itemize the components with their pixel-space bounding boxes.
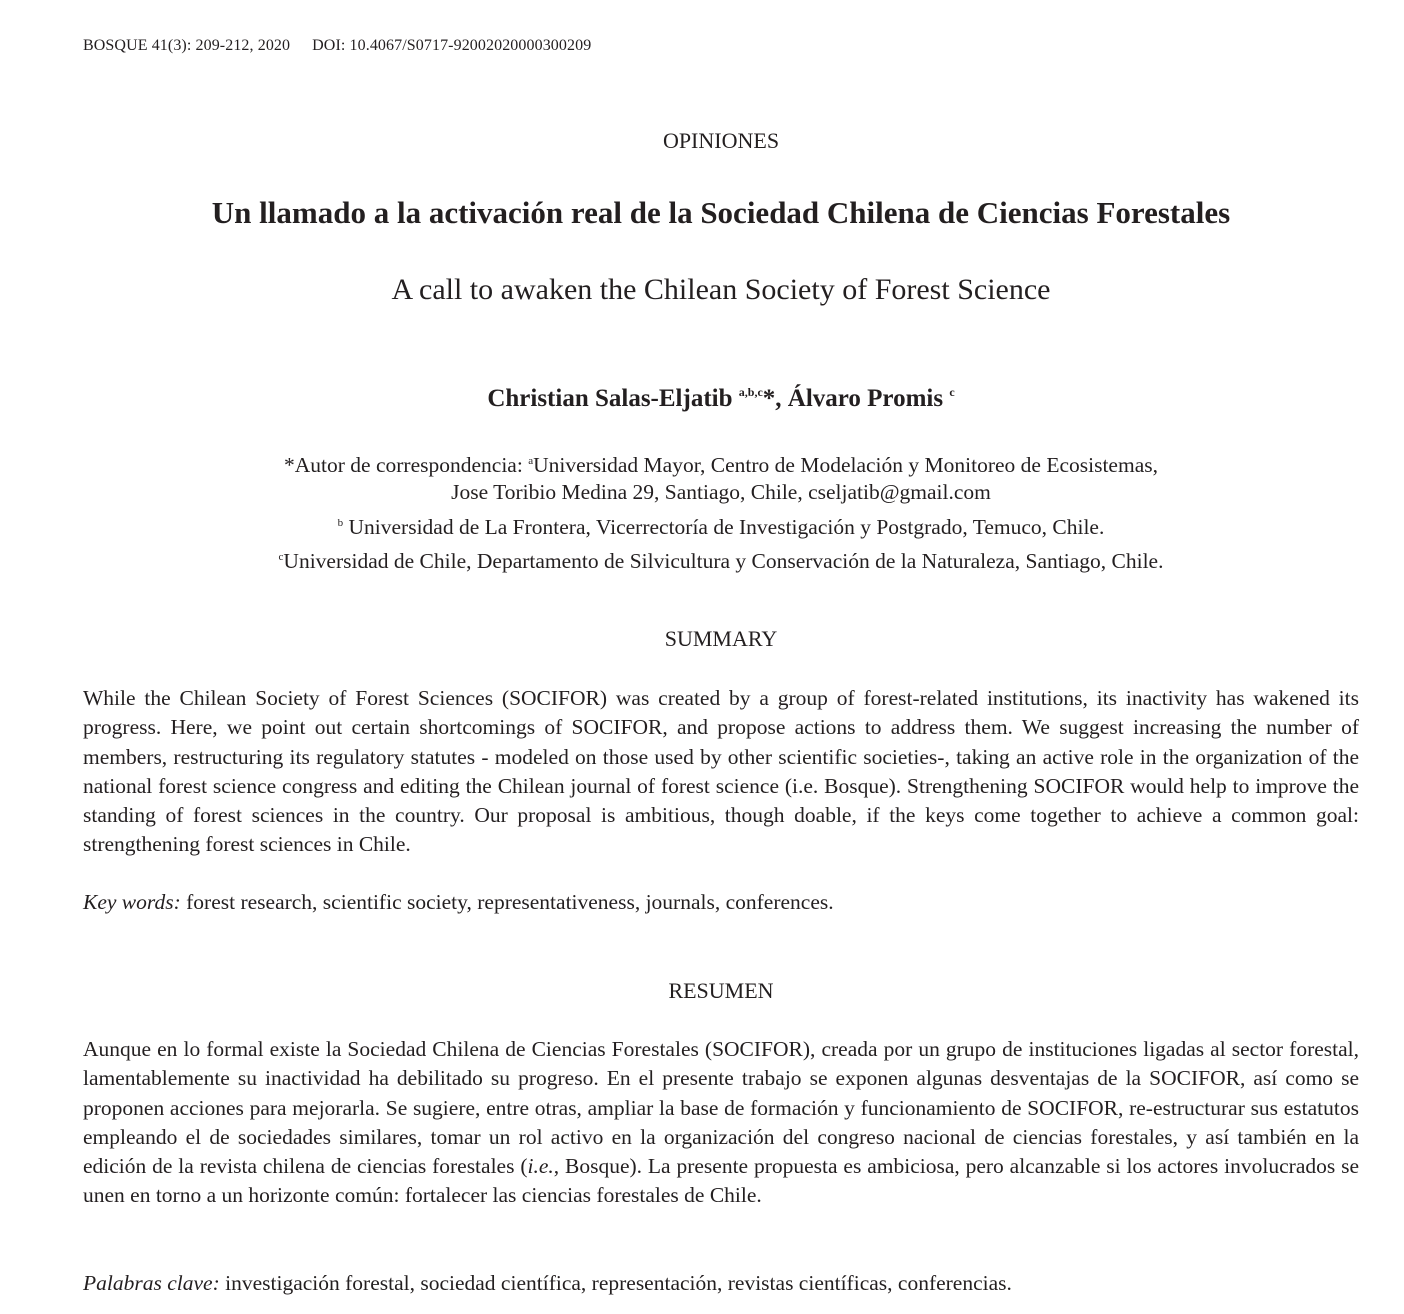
resumen-text-part: , Bosque). La presente propuesta es ambiciosa, pero alcanzable si los actores involucrados se unen en torno a un horizonte común: fortalecer las ciencias forestales de Chile.: [83, 1154, 1360, 1208]
resumen-text: [83, 1035, 1359, 1211]
section-type: OPINIONES: [662, 128, 780, 153]
citation: BOSQUE 41(3): 209-212, 2020: [83, 37, 291, 54]
affiliation-b: [0, 510, 1404, 541]
paper-subtitle: A call to awaken the Chilean Society of Forest Science: [391, 273, 1051, 306]
keywords-text: investigación forestal, sociedad científica, representación, revistas científicas, conferencias.: [219, 1271, 1012, 1295]
affiliation-text: Universidad de La Frontera, Vicerrectoría de Investigación y Postgrado, Temuco, Chile.: [348, 515, 1105, 539]
keywords-label: Key words:: [83, 890, 181, 914]
affiliation-text: Universidad Mayor, Centro de Modelación y Monitoreo de Ecosistemas,: [533, 453, 1158, 477]
author-list: Christian Salas-Eljatib $^{a,b,c}$*, Álvaro Promis $^c$: [487, 385, 955, 412]
keywords-label: Palabras clave:: [83, 1271, 220, 1295]
paper-title: Un llamado a la activación real de la Sociedad Chilena de Ciencias Forestales: [211, 195, 1231, 230]
resumen-text-part: Aunque en lo formal existe la Sociedad Chilena de Ciencias Forestales (SOCIFOR), creada por un grupo de instituciones ligadas al sector forestal, lamentablemente su inactividad ha debilitado su progreso. En el presente trabajo se exponen algunas desventajas de la SOCIFOR, así como se proponen acciones para mejorarla. Se sugiere, entre otras, ampliar la base de formación y funcionamiento de SOCIFOR, re-estructurar sus estatutos empleando el de sociedades similares, tomar un rol activo en la organización del congreso nacional de ciencias forestales, y así también en la edición de la revista chilena de ciencias forestales (: [83, 1037, 1359, 1179]
author-affiliation-marks: c: [949, 385, 955, 399]
affiliation-mark: a: [528, 455, 534, 467]
summary-heading: SUMMARY: [664, 626, 778, 651]
affiliation-a: [0, 448, 1404, 506]
journal-header: [83, 37, 591, 55]
author-name: Christian Salas-Eljatib: [487, 385, 733, 412]
affiliation-mark: b: [337, 517, 344, 529]
author-name: Álvaro Promis: [787, 385, 944, 412]
keywords-text: forest research, scientific society, representativeness, journals, conferences.: [180, 890, 834, 914]
summary-keywords: [83, 890, 1359, 915]
resumen-heading: RESUMEN: [668, 978, 774, 1003]
corresponding-mark: *: [762, 385, 776, 412]
affiliation-address: Jose Toribio Medina 29, Santiago, Chile, cseljatib@gmail.com: [451, 480, 991, 504]
affiliation-text: Universidad de Chile, Departamento de Silvicultura y Conservación de la Naturaleza, Santiago, Chile.: [283, 549, 1164, 573]
resumen-keywords: [83, 1271, 1359, 1296]
summary-text: While the Chilean Society of Forest Sciences (SOCIFOR) was created by a group of forest-related institutions, its inactivity has wakened its progress. Here, we point out certain shortcomings of SOCIFOR, and propose actions to address them. We suggest increasing the number of members, restructuring its regulatory statutes - modeled on those used by other scientific societies-, taking an active role in the organization of the national forest science congress and editing the Chilean journal of forest science (i.e. Bosque). Strengthening SOCIFOR would help to improve the standing of forest sciences in the country. Our proposal is ambitious, though doable, if the keys come together to achieve a common goal: strengthening forest sciences in Chile.: [83, 686, 1359, 857]
author-affiliation-marks: a,b,c: [738, 385, 763, 399]
corresponding-label: *Autor de correspondencia:: [284, 453, 529, 477]
affiliation-mark: c: [278, 551, 284, 563]
affiliation-c: [0, 544, 1404, 575]
doi-link[interactable]: DOI: 10.4067/S0717-92002020000300209: [312, 37, 592, 54]
resumen-text-italic: i.e.: [527, 1154, 554, 1179]
